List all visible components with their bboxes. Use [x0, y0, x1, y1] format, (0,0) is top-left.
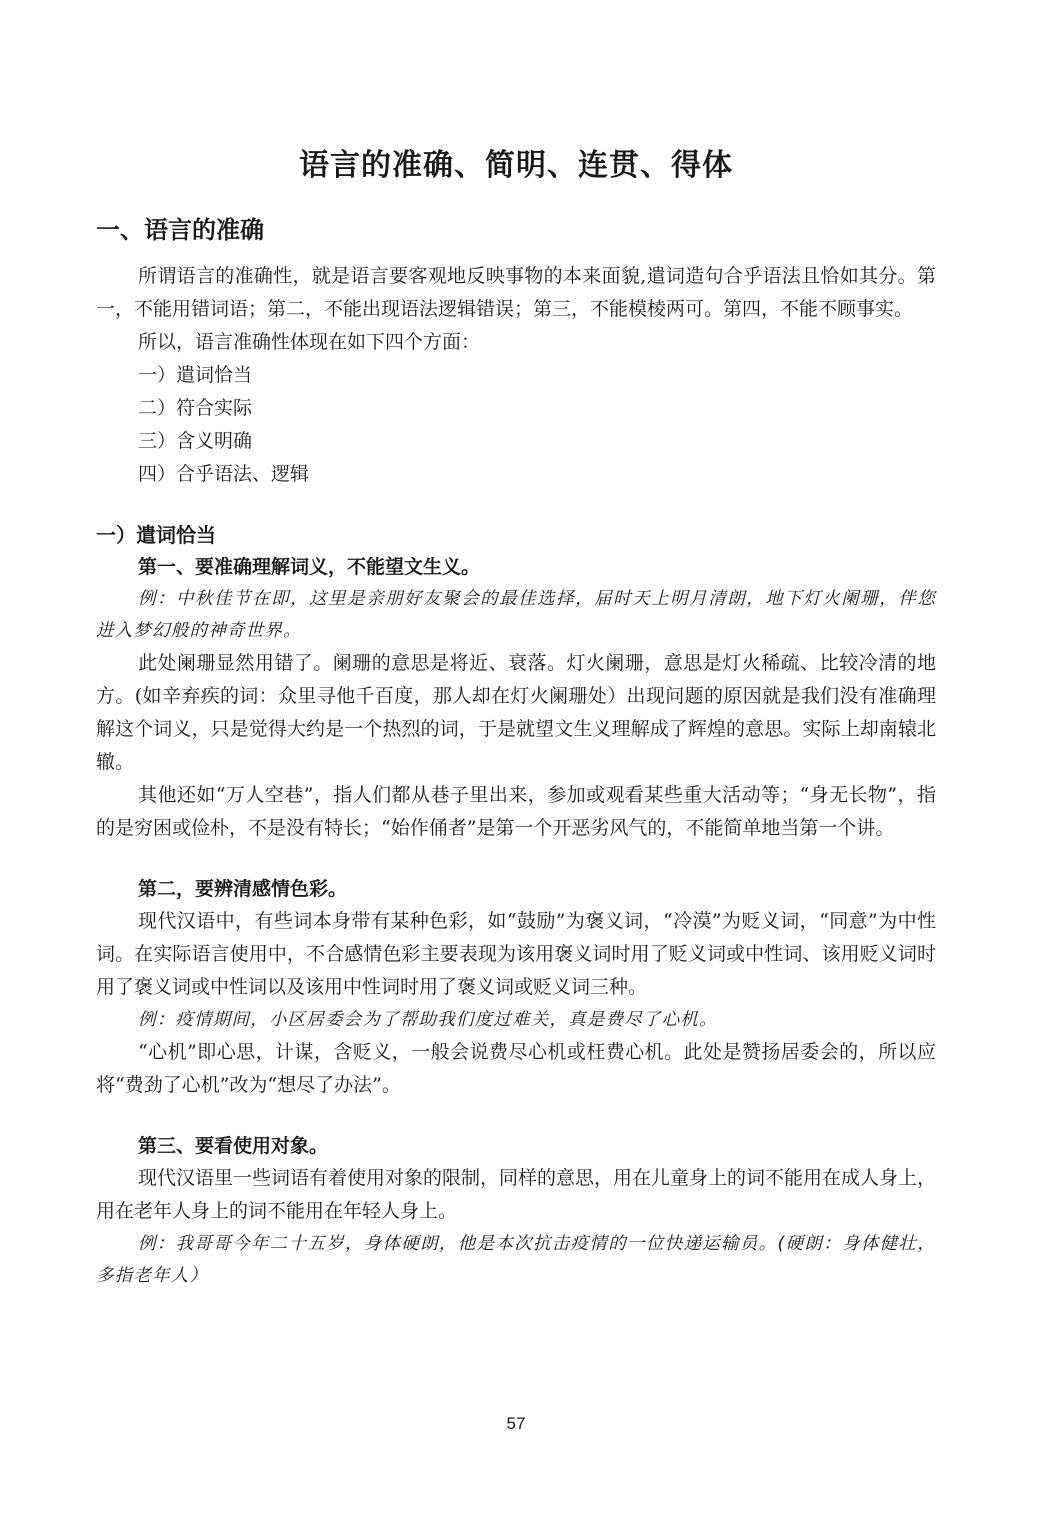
aspect-item-4: 四）合乎语法、逻辑 [138, 463, 310, 485]
point-heading-2: 第二，要辨清感情色彩。 [138, 878, 348, 900]
aspect-item-1: 一）遣词恰当 [138, 364, 253, 386]
explanation-paragraph-2: 其他还如“万人空巷”，指人们都从巷子里出来，参加或观看某些重大活动等；“身无长物”，指的是穷困或俭朴，不是没有特长；“始作俑者”是第一个开恶劣风气的，不能简单地当第一个讲。 [96, 784, 936, 839]
intro-paragraph: 所谓语言的准确性，就是语言要客观地反映事物的本来面貌,遣词造句合乎语法且恰如其分。第一，不能用错词语；第二，不能出现语法逻辑错误；第三，不能模棱两可。第四，不能不顾事实。 [96, 265, 936, 320]
document-page [96, 0, 936, 1533]
document-body [96, 210, 936, 1292]
point-heading-1: 第一、要准确理解词义，不能望文生义。 [138, 556, 481, 578]
section-heading: 一、语言的准确 [96, 216, 264, 244]
point-heading-3: 第三、要看使用对象。 [138, 1135, 329, 1157]
subsection-heading: 一）遣词恰当 [96, 523, 216, 547]
explanation-paragraph-1: 此处阑珊显然用错了。阑珊的意思是将近、衰落。灯火阑珊，意思是灯火稀疏、比较冷清的地方。(如辛弃疾的词：众里寻他千百度，那人却在灯火阑珊处）出现问题的原因就是我们没有准确理解这个词义，只是觉得大约是一个热烈的词，于是就望文生义理解成了辉煌的意思。实际上却南辕北辙。 [96, 652, 936, 773]
page-number: 57 [506, 1414, 526, 1433]
page-title: 语言的准确、简明、连贯、得体 [299, 148, 733, 183]
aspects-intro: 所以，语言准确性体现在如下四个方面： [138, 331, 481, 353]
explanation-paragraph-5: 现代汉语里一些词语有着使用对象的限制，同样的意思，用在儿童身上的词不能用在成人身上，用在老年人身上的词不能用在年轻人身上。 [96, 1167, 937, 1222]
explanation-paragraph-4: “心机”即心思，计谋，含贬义，一般会说费尽心机或枉费心机。此处是赞扬居委会的，所以应将“费劲了心机”改为“想尽了办法”。 [96, 1041, 936, 1096]
example-2: 例：疫情期间，小区居委会为了帮助我们度过难关，真是费尽了心机。 [138, 1010, 718, 1030]
example-3: 例：我哥哥今年二十五岁，身体硬朗，他是本次抗击疫情的一位快递运输员。(硬朗：身体健壮，多指老年人） [96, 1234, 936, 1286]
explanation-paragraph-3: 现代汉语中，有些词本身带有某种色彩，如“鼓励”为褒义词，“冷漠”为贬义词，“同意”为中性词。在实际语言使用中，不合感情色彩主要表现为该用褒义词时用了贬义词或中性词、该用贬义词时用了褒义词或中性词以及该用中性词时用了褒义词或贬义词三种。 [96, 910, 936, 998]
aspect-item-3: 三）含义明确 [138, 430, 253, 452]
example-1: 例：中秋佳节在即，这里是亲朋好友聚会的最佳选择，届时天上明月清朗，地下灯火阑珊，伴您进入梦幻般的神奇世界。 [96, 589, 936, 641]
aspect-item-2: 二）符合实际 [138, 397, 253, 419]
